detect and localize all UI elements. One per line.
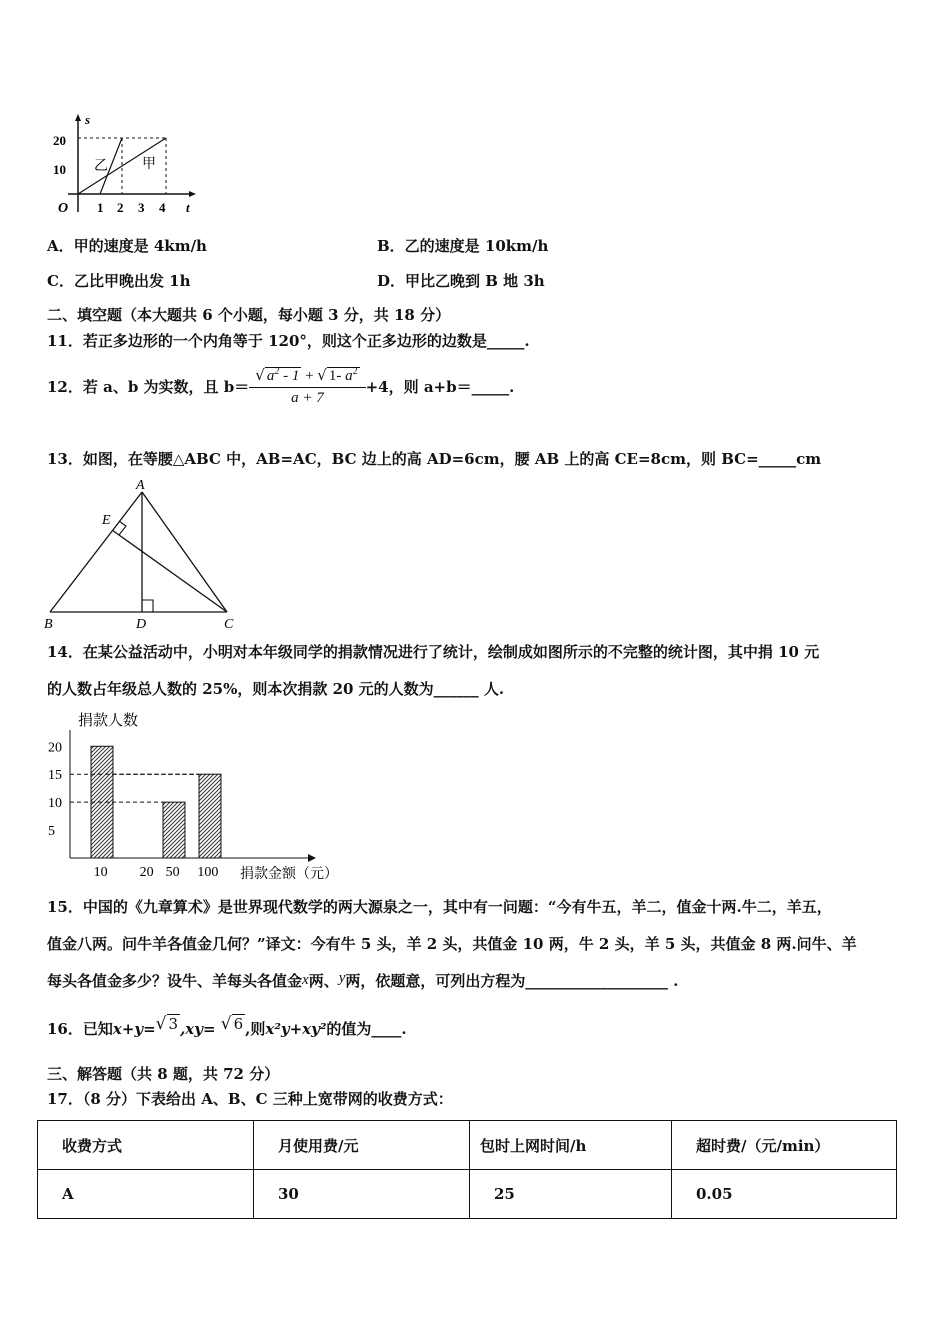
chart-ylabel: 捐款人数 bbox=[78, 713, 139, 729]
q13-text: 13．如图，在等腰△ABC 中，AB=AC，BC 边上的高 AD=6cm，腰 AB 上的高 CE=8cm，则 BC=_____cm bbox=[47, 450, 822, 468]
altitude-ce bbox=[112, 530, 227, 612]
q17-text: 17．（8 分）下表给出 A、B、C 三种上宽带网的收费方式： bbox=[47, 1090, 453, 1108]
q12 bbox=[47, 366, 514, 407]
label-b: B bbox=[44, 617, 53, 632]
q16-root6: 6 bbox=[233, 1015, 244, 1033]
y-tick-label: 5 bbox=[48, 824, 55, 840]
q16-root3: 3 bbox=[168, 1015, 179, 1033]
table-cell: 25 bbox=[470, 1170, 672, 1219]
q16-expr: x²y+xy² bbox=[265, 1020, 327, 1038]
x-axis-arrow bbox=[189, 191, 196, 197]
q15-line3-a: 每头各值金多少？设牛、羊每头各值金 bbox=[47, 972, 303, 990]
label-d: D bbox=[136, 617, 147, 632]
q10-graph bbox=[50, 112, 210, 218]
q12-fraction bbox=[249, 366, 365, 407]
y-tick-20: 20 bbox=[53, 133, 66, 148]
q12-prefix: 12．若 a、b 为实数，且 b＝ bbox=[47, 378, 250, 396]
origin-label: O bbox=[58, 201, 69, 216]
y-tick-label: 10 bbox=[48, 796, 62, 812]
q12-num-one: 1 bbox=[291, 368, 300, 384]
bar bbox=[199, 774, 221, 858]
x-tick-4: 4 bbox=[159, 200, 166, 215]
q16: 16．已知x+y=√ 3 ,xy= √ 6 ,则x²y+xy²的值为____. bbox=[47, 1014, 407, 1038]
table-header-cell: 超时费/（元/min） bbox=[672, 1121, 897, 1170]
table-cell: 30 bbox=[254, 1170, 470, 1219]
q12-num-a: a bbox=[266, 368, 275, 384]
q16-sum: x+y= bbox=[112, 1020, 156, 1038]
label-a: A bbox=[136, 478, 145, 493]
q16-tail-a: ,则 bbox=[245, 1020, 266, 1038]
table-header-cell: 月使用费/元 bbox=[254, 1121, 470, 1170]
q16-prod: ,xy= bbox=[180, 1020, 216, 1038]
q16-tail-b: 的值为____. bbox=[326, 1020, 407, 1038]
right-angle-d bbox=[142, 600, 153, 612]
chart-x-arrow bbox=[308, 854, 316, 862]
table-cell: 0.05 bbox=[672, 1170, 897, 1219]
q14-line2: 的人数占年级总人数的 25%，则本次捐款 20 元的人数为______ 人. bbox=[47, 680, 505, 698]
option-a[interactable]: A．甲的速度是 4km/h bbox=[47, 237, 207, 255]
q12-numerator: √ $a^2 - 1$ + √ 1- $a^2$ bbox=[249, 366, 365, 388]
x-tick-1: 1 bbox=[97, 200, 104, 215]
q12-suffix: +4，则 a+b＝_____. bbox=[365, 378, 515, 396]
side-ac bbox=[142, 492, 227, 612]
q14-bar-chart bbox=[40, 708, 360, 886]
x-tick-label: 50 bbox=[165, 865, 180, 880]
q16-prefix: 16．已知 bbox=[47, 1020, 113, 1038]
y-tick-label: 15 bbox=[48, 768, 62, 784]
x-tick-label: 100 bbox=[197, 865, 219, 880]
q15-line2: 值金八两。问牛羊各值金几何？”译文：今有牛 5 头，羊 2 头，共值金 10 两，牛 2 头，羊 5 头，共值金 8 两.问牛、羊 bbox=[47, 935, 857, 953]
x-tick-3: 3 bbox=[138, 200, 145, 215]
q15-line3-c: 两，依题意，可列出方程为___________________ . bbox=[345, 972, 679, 990]
label-e: E bbox=[102, 513, 111, 528]
section3-heading: 三、解答题（共 8 题，共 72 分） bbox=[47, 1065, 280, 1083]
table-header-row bbox=[38, 1121, 897, 1170]
x-axis-label: t bbox=[186, 200, 190, 215]
x-tick-label: 20 bbox=[139, 865, 154, 880]
line-label-yi: 乙 bbox=[94, 159, 108, 174]
option-b[interactable]: B．乙的速度是 10km/h bbox=[377, 237, 549, 255]
q15-line1: 15．中国的《九章算术》是世界现代数学的两大源泉之一，其中有一问题：“今有牛五，羊二，值金十两.牛二，羊五， bbox=[47, 898, 832, 916]
section2-heading: 二、填空题（本大题共 6 个小题，每小题 3 分，共 18 分） bbox=[47, 306, 451, 324]
y-axis-arrow bbox=[75, 114, 81, 121]
line-label-jia: 甲 bbox=[142, 157, 156, 172]
table-header-cell: 包时上网时间/h bbox=[470, 1121, 672, 1170]
y-axis-label: s bbox=[85, 112, 91, 127]
q15-var-y: y bbox=[338, 970, 346, 986]
table-cell: A bbox=[38, 1170, 254, 1219]
x-tick-2: 2 bbox=[117, 200, 124, 215]
y-tick-label: 20 bbox=[48, 740, 62, 756]
q12-denominator: a + 7 bbox=[291, 390, 324, 406]
right-angle-e bbox=[119, 521, 126, 535]
table-row bbox=[38, 1170, 897, 1219]
side-ab bbox=[50, 492, 142, 612]
fee-table bbox=[37, 1120, 897, 1219]
q14-line1: 14．在某公益活动中，小明对本年级同学的捐款情况进行了统计，绘制成如图所示的不完整的统计图，其中捐 10 元 bbox=[47, 643, 820, 661]
q13-figure bbox=[40, 476, 250, 632]
bar bbox=[163, 802, 185, 858]
x-tick-label: 10 bbox=[93, 865, 108, 880]
q15-line3 bbox=[47, 970, 678, 991]
chart-xlabel: 捐款金额（元） bbox=[240, 867, 338, 882]
q15-line3-b: 两、 bbox=[308, 972, 339, 990]
option-d[interactable]: D．甲比乙晚到 B 地 3h bbox=[377, 272, 545, 290]
option-c[interactable]: C．乙比甲晚出发 1h bbox=[47, 272, 191, 290]
q11-text: 11．若正多边形的一个内角等于 120°，则这个正多边形的边数是_____. bbox=[47, 332, 530, 350]
q15-var-x: x bbox=[302, 972, 309, 988]
y-tick-10: 10 bbox=[53, 162, 66, 177]
table-header-cell: 收费方式 bbox=[38, 1121, 254, 1170]
label-c: C bbox=[224, 617, 234, 632]
